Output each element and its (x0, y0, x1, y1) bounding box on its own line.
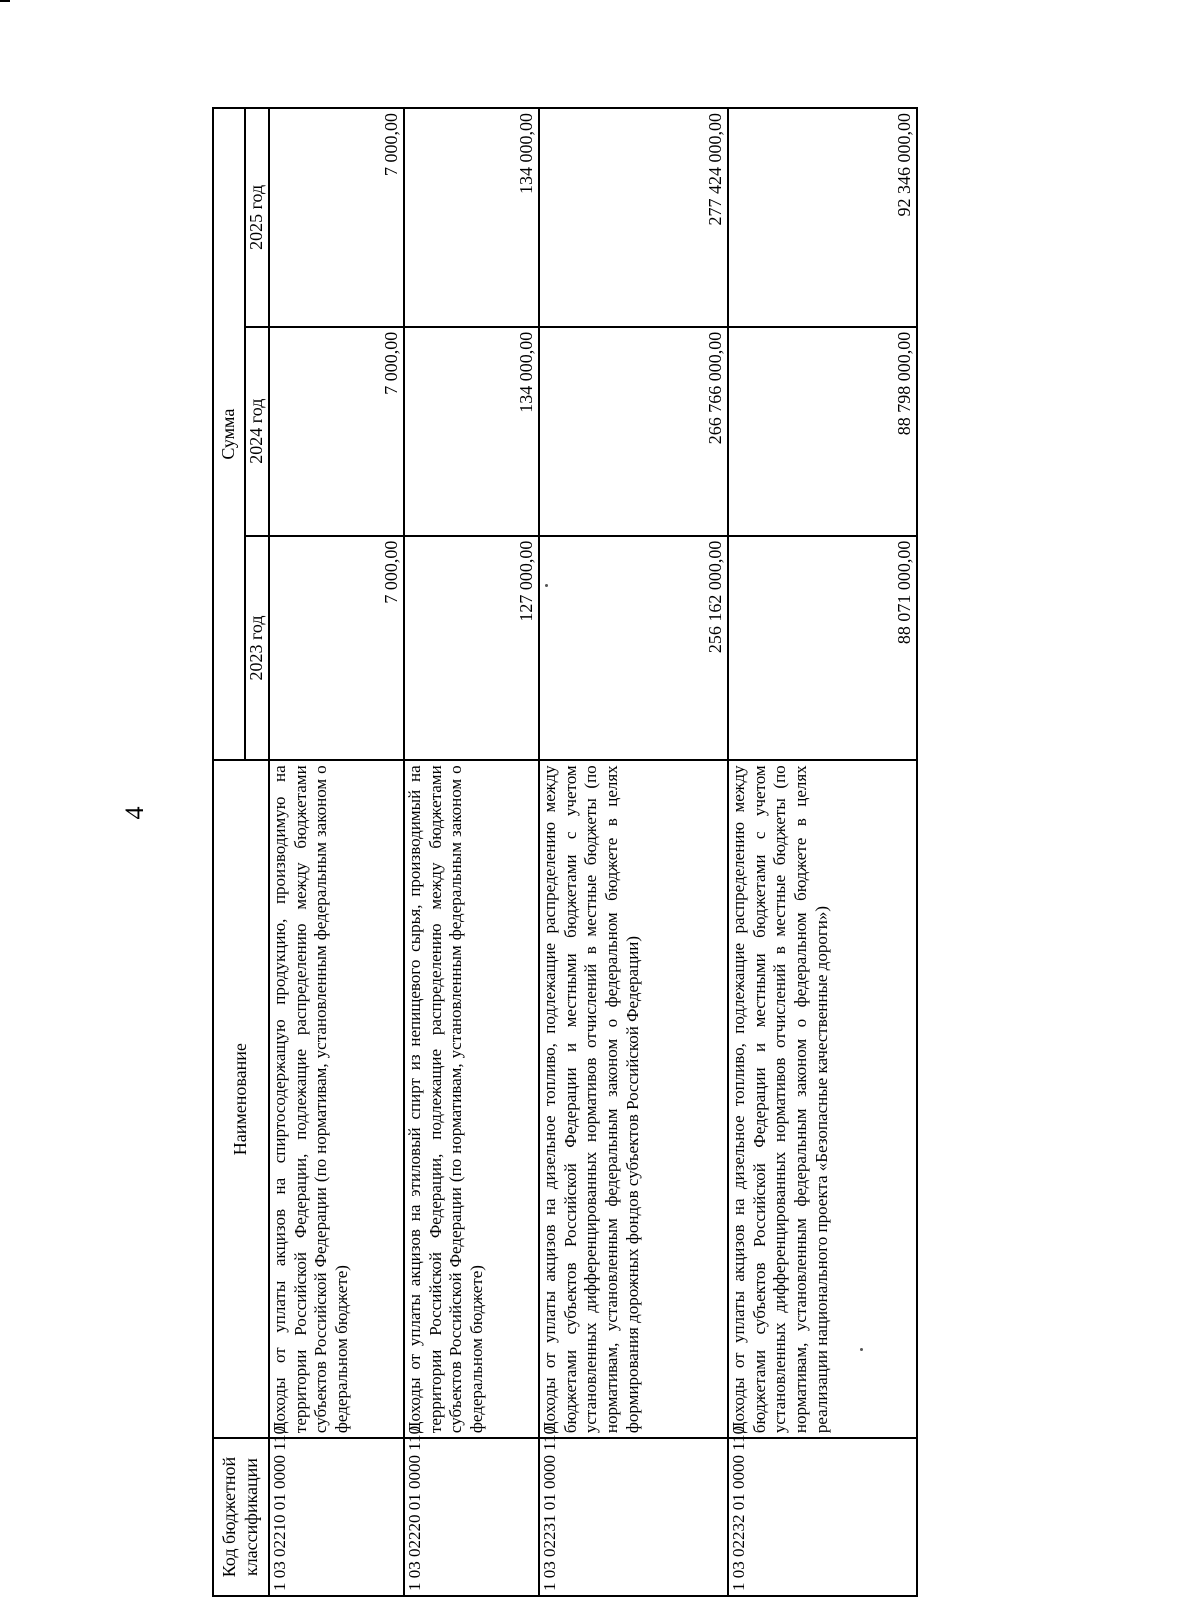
amount-2025-cell: 277 424 000,00 (539, 108, 728, 327)
amount-2024-cell: 266 766 000,00 (539, 327, 728, 536)
header-name: Наименование (213, 760, 269, 1438)
header-year-2024: 2024 год (245, 327, 269, 536)
table-row (404, 108, 539, 1596)
budget-table-rotated (212, 107, 918, 1597)
header-row (213, 108, 245, 1596)
amount-2025-cell: 7 000,00 (269, 108, 404, 327)
amount-2025-cell: 134 000,00 (404, 108, 539, 327)
table-row (728, 108, 917, 1596)
table-row (269, 108, 404, 1596)
header-year-2025: 2025 год (245, 108, 269, 327)
amount-2023-cell: 256 162 000,00 (539, 536, 728, 761)
amount-2023-cell: 7 000,00 (269, 536, 404, 761)
header-year-2023: 2023 год (245, 536, 269, 761)
amount-2024-cell: 7 000,00 (269, 327, 404, 536)
budget-code-cell: 1 03 02231 01 0000 110 (539, 1438, 728, 1596)
revenue-name-cell: Доходы от уплаты акцизов на этиловый спирт из непищевого сырья, производимый на территории Российской Федерации, подлежащие распределению между бюджетами субъектов Российской Федерации (по нормативам, установленным федеральным законом о федеральном бюджете) (404, 760, 539, 1438)
revenue-name-cell: Доходы от уплаты акцизов на дизельное топливо, подлежащие распределению между бюджетами субъектов Российской Федерации и местными бюджетами с учетом установленных дифференцированных нормативов отчислений в местные бюджеты (по нормативам, установленным федеральным законом о федеральном бюджете в целях реализации национального проекта «Безопасные качественные дороги») (728, 760, 917, 1438)
amount-2024-cell: 88 798 000,00 (728, 327, 917, 536)
budget-code-cell: 1 03 02232 01 0000 110 (728, 1438, 917, 1596)
revenue-name-cell: Доходы от уплаты акцизов на дизельное топливо, подлежащие распределению между бюджетами субъектов Российской Федерации и местными бюджетами с учетом установленных дифференцированных нормативов отчислений в местные бюджеты (по нормативам, установленным федеральным законом о федеральном бюджете в целях формирования дорожных фондов субъектов Российской Федерации) (539, 760, 728, 1438)
header-sum: Сумма (213, 108, 245, 760)
page-number: 4 (120, 806, 149, 820)
budget-code-cell: 1 03 02210 01 0000 110 (269, 1438, 404, 1596)
amount-2023-cell: 127 000,00 (404, 536, 539, 761)
table-row (539, 108, 728, 1596)
budget-revenue-table (212, 107, 918, 1597)
scan-corner-mark (0, 0, 10, 12)
budget-code-cell: 1 03 02220 01 0000 110 (404, 1438, 539, 1596)
amount-2023-cell: 88 071 000,00 (728, 536, 917, 761)
amount-2025-cell: 92 346 000,00 (728, 108, 917, 327)
amount-2024-cell: 134 000,00 (404, 327, 539, 536)
revenue-name-cell: Доходы от уплаты акцизов на спиртосодержащую продукцию, производимую на территории Российской Федерации, подлежащие распределению между бюджетами субъектов Российской Федерации (по нормативам, установленным федеральным законом о федеральном бюджете) (269, 760, 404, 1438)
header-code: Код бюджетной классификации (213, 1438, 269, 1596)
